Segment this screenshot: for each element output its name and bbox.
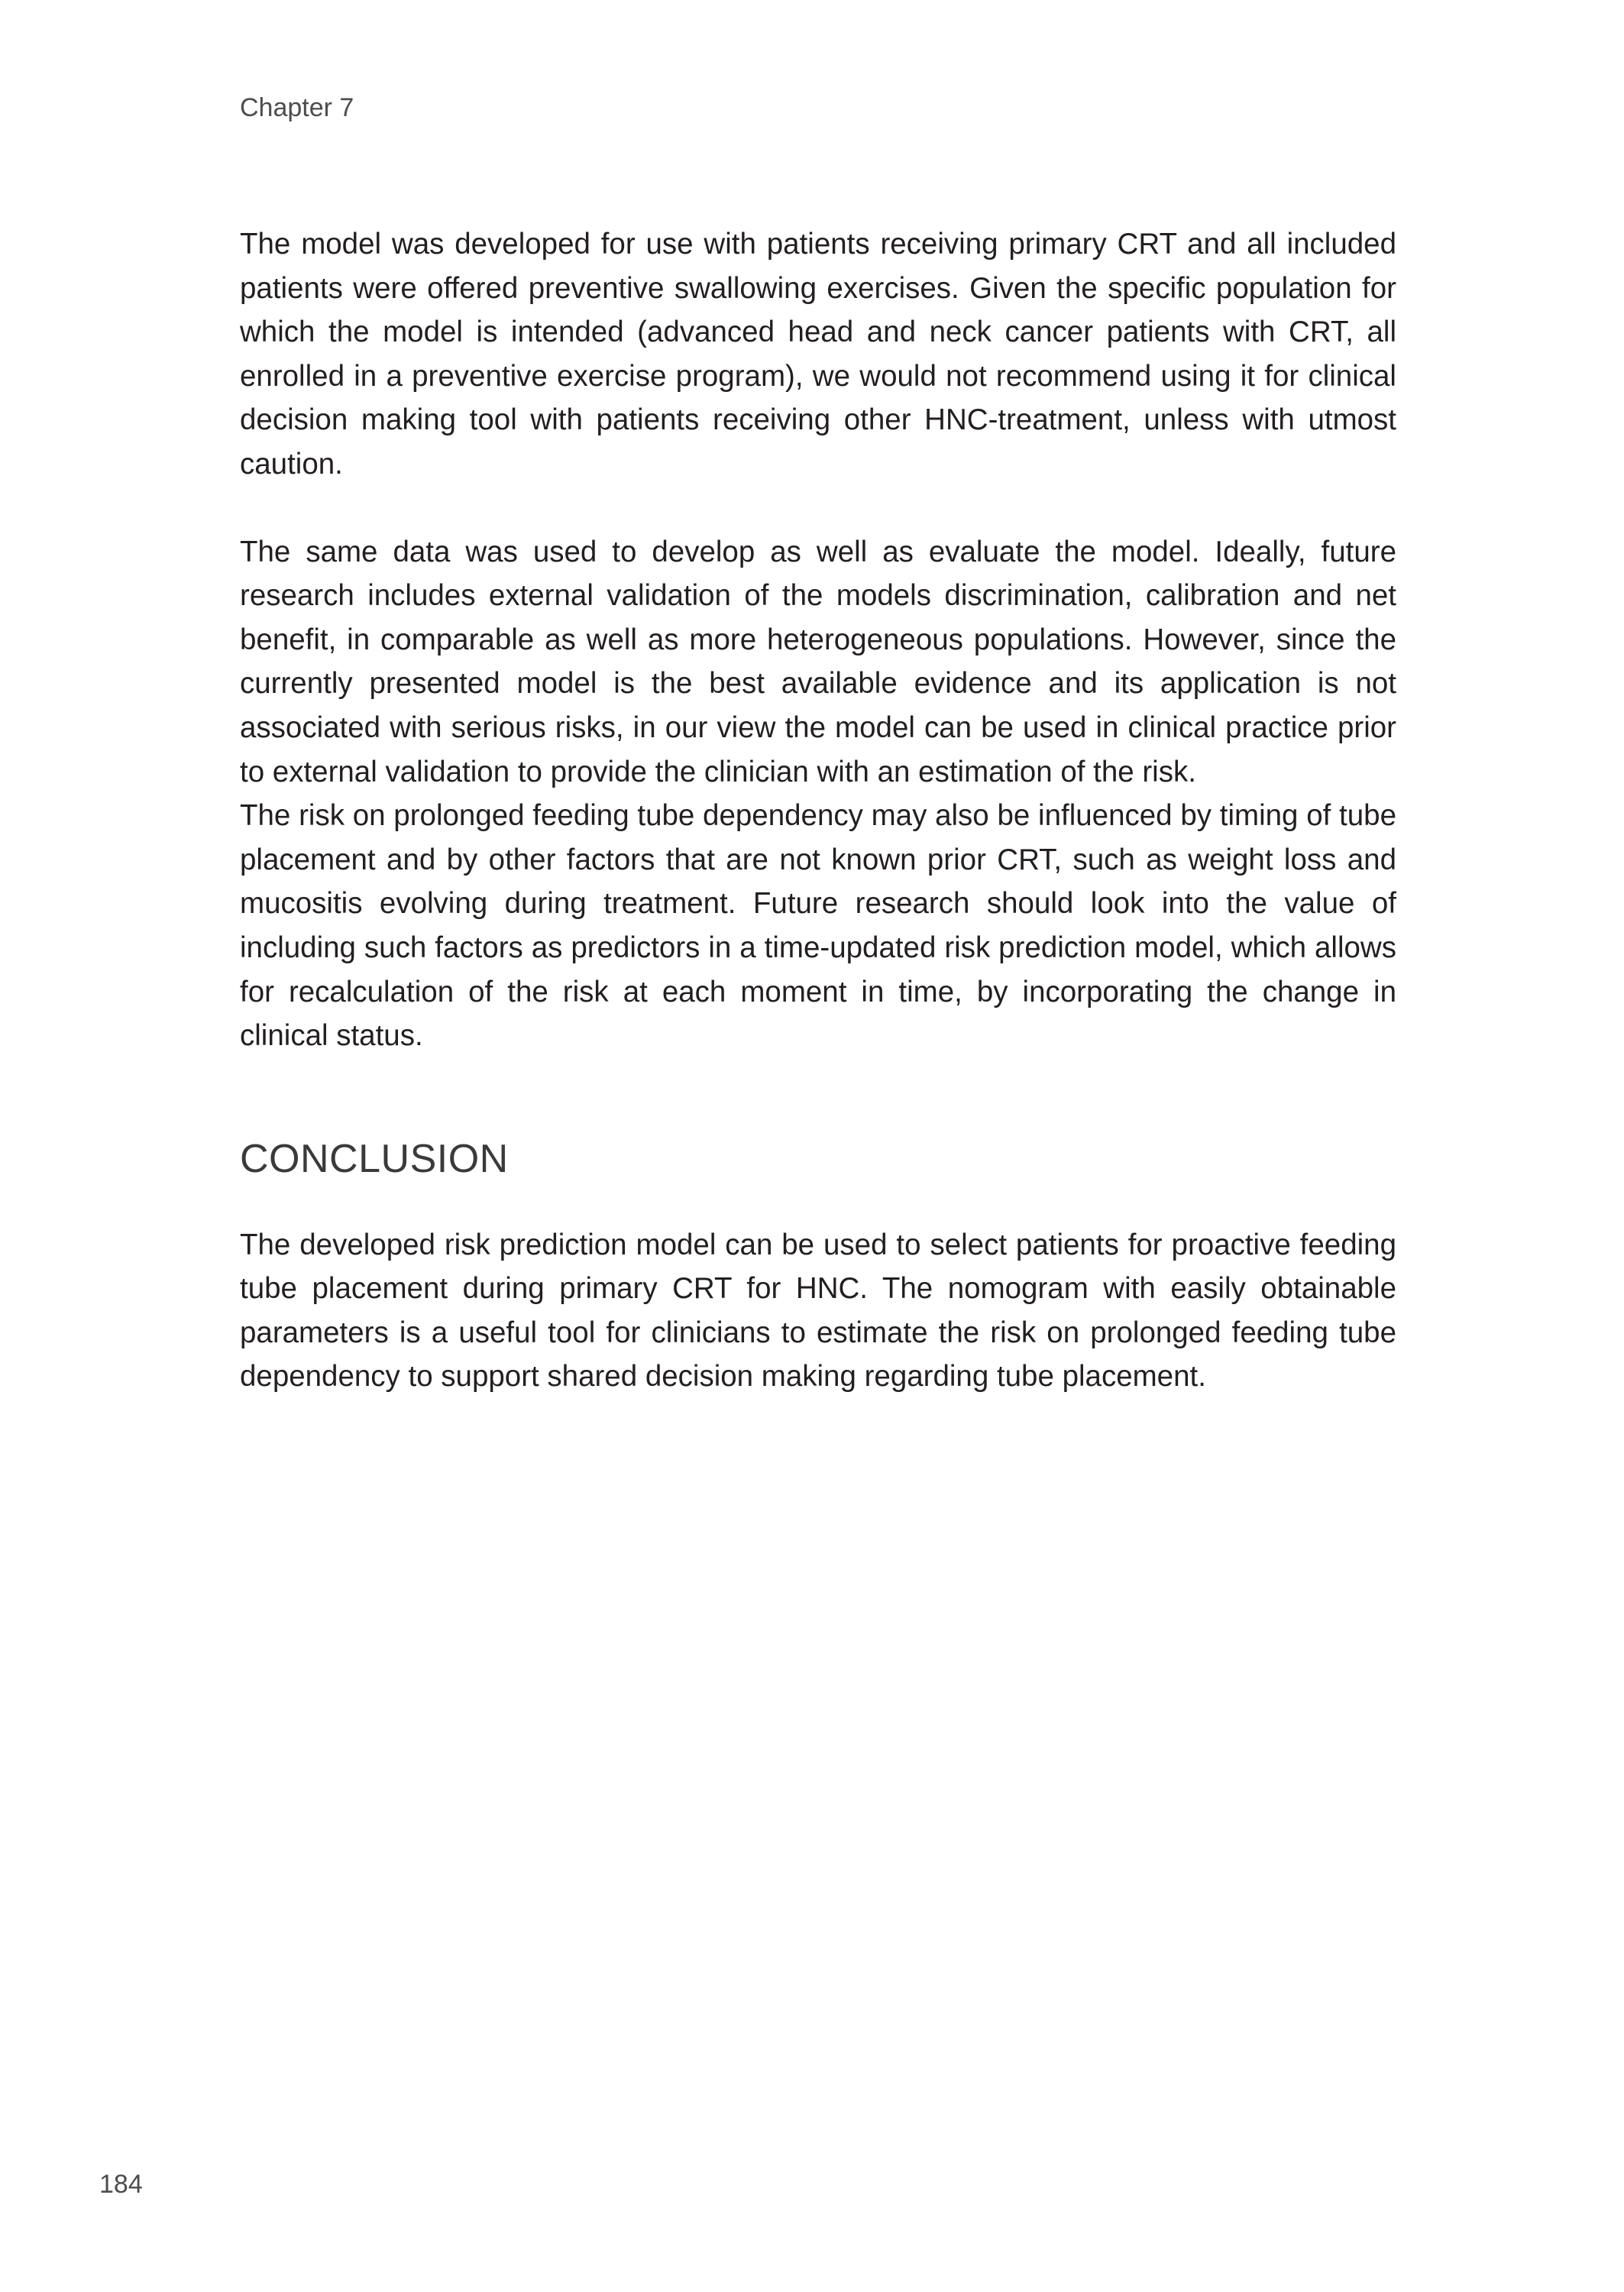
paragraph-validation: The same data was used to develop as well as evaluate the model. Ideally, future research includes external validation of the models discrimination, calibration and net benefit, in comparable as well as more heterogeneous populations. However, since the currently presented model is the best available evidence and its application is not associated with serious risks, in our view the model can be used in clinical practice prior to external validation to provide the clinician with an estimation of the risk.: [240, 535, 1396, 788]
paragraph-conclusion: The developed risk prediction model can be used to select patients for proactive feeding tube placement during primary CRT for HNC. The nomogram with easily obtainable parameters is a useful tool for clinicians to estimate the risk on prolonged feeding tube dependency to support shared decision making regarding tube placement.: [240, 1228, 1396, 1394]
conclusion-heading: CONCLUSION: [240, 1136, 509, 1181]
paragraph-model-population: The model was developed for use with patients receiving primary CRT and all included patients were offered preventive swallowing exercises. Given the specific population for which the model is intended (advanced head and neck cancer patients with CRT, all enrolled in a preventive exercise program), we would not recommend using it for clinical decision making tool with patients receiving other HNC-treatment, unless with utmost caution.: [240, 228, 1396, 481]
running-head: Chapter 7: [240, 93, 354, 122]
page-body: [240, 222, 1396, 1399]
page-number: 184: [99, 2170, 143, 2199]
paragraph-future-research: The risk on prolonged feeding tube dependency may also be influenced by timing of tube placement and by other factors that are not known prior CRT, such as weight loss and mucositis evolving during treatment. Future research should look into the value of including such factors as predictors in a time-updated risk prediction model, which allows for recalculation of the risk at each moment in time, by incorporating the change in clinical status.: [240, 799, 1396, 1053]
